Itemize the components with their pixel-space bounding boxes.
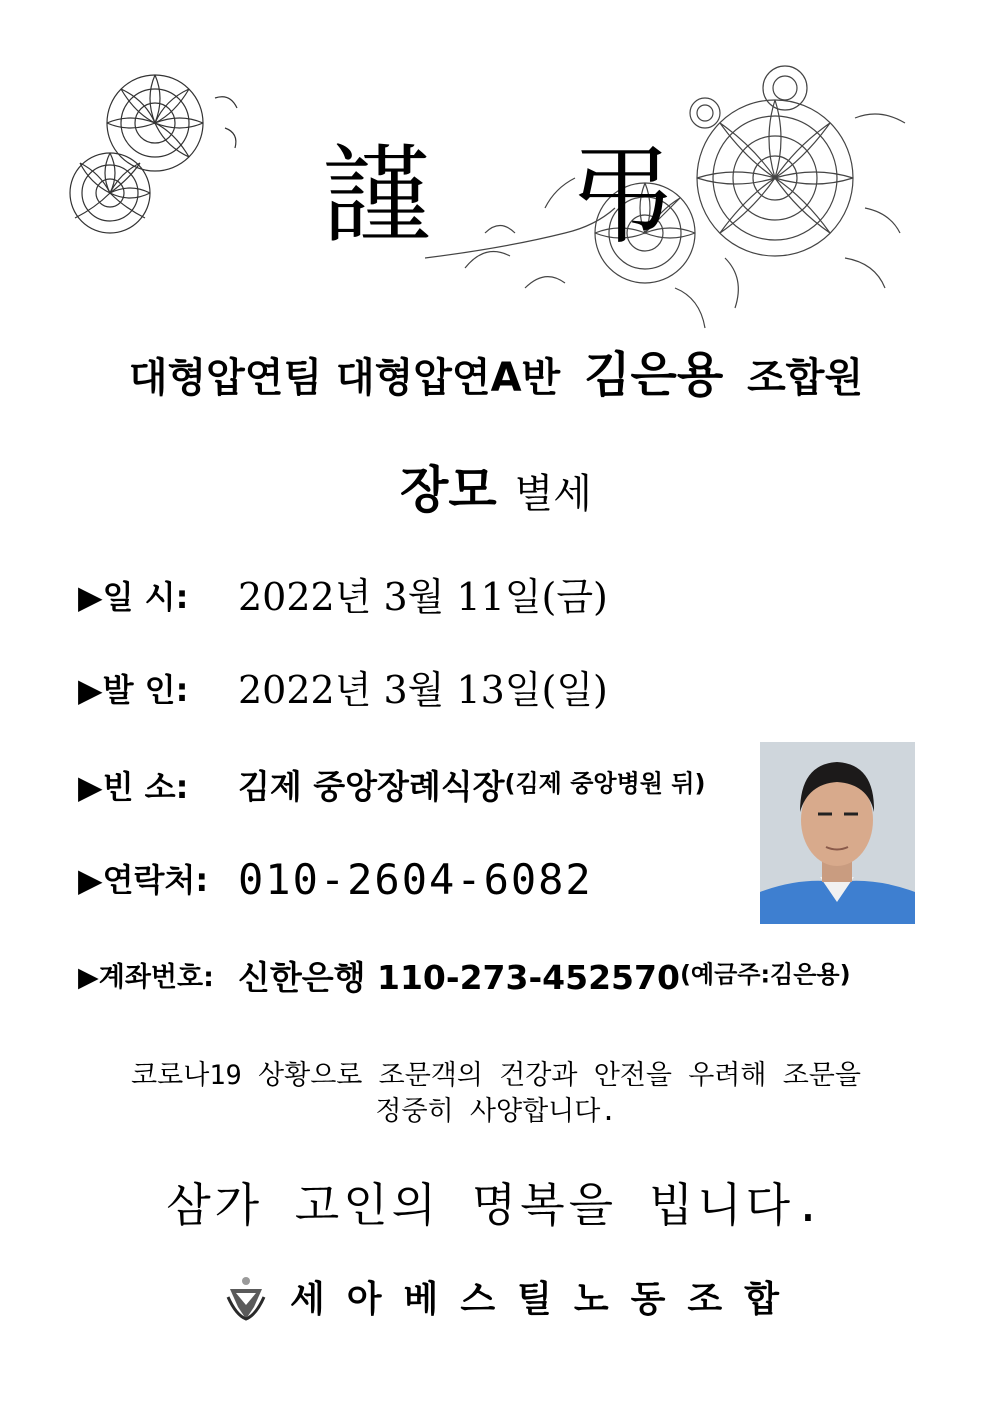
member-team: 대형압연팀 대형압연A반: [128, 355, 561, 401]
union-logo-icon: [226, 1275, 266, 1321]
funeral-label: ▶발 인:: [78, 671, 189, 709]
member-name: 김은용: [584, 347, 724, 403]
info-row-contact: [78, 850, 593, 910]
funeral-title: [0, 132, 992, 262]
date-label: ▶일 시:: [78, 578, 189, 616]
info-row-funeral: [78, 660, 608, 720]
relation-relative: 장모: [400, 461, 497, 519]
date-value: 2022년 3월 11일(금): [238, 575, 608, 619]
place-value: 김제 중앙장례식장: [238, 767, 505, 806]
account-note: (예금주:김은용): [679, 960, 851, 989]
funeral-value: 2022년 3월 13일(일): [238, 668, 608, 712]
contact-label: ▶연락처:: [78, 861, 209, 899]
notice-line-2: 정중히 사양합니다.: [375, 1096, 617, 1127]
title-char-condolence: 弔: [568, 134, 677, 259]
member-portrait-photo: [760, 742, 915, 924]
member-line: [0, 340, 992, 413]
union-name: 세아베스틸노동조합: [290, 1279, 801, 1320]
info-row-account: [78, 948, 851, 1008]
place-label: ▶빈 소:: [78, 768, 189, 806]
contact-value: 010-2604-6082: [238, 855, 593, 904]
condolence-message: 삼가 고인의 명복을 빕니다.: [166, 1178, 826, 1232]
place-note: (김제 중앙병원 뒤): [504, 769, 706, 798]
info-row-date: [78, 567, 608, 627]
account-value: 신한은행 110-273-452570: [238, 958, 680, 997]
notice-line-1: 코로나19 상황으로 조문객의 건강과 안전을 우려해 조문을: [131, 1060, 861, 1091]
account-label: ▶계좌번호:: [78, 962, 214, 993]
member-role: 조합원: [747, 355, 864, 401]
covid-notice: [60, 1058, 932, 1130]
title-char-respectfully: 謹: [322, 134, 431, 259]
info-row-place: [78, 757, 705, 817]
relation-line: [0, 455, 992, 529]
relation-status: 별세: [514, 471, 592, 517]
